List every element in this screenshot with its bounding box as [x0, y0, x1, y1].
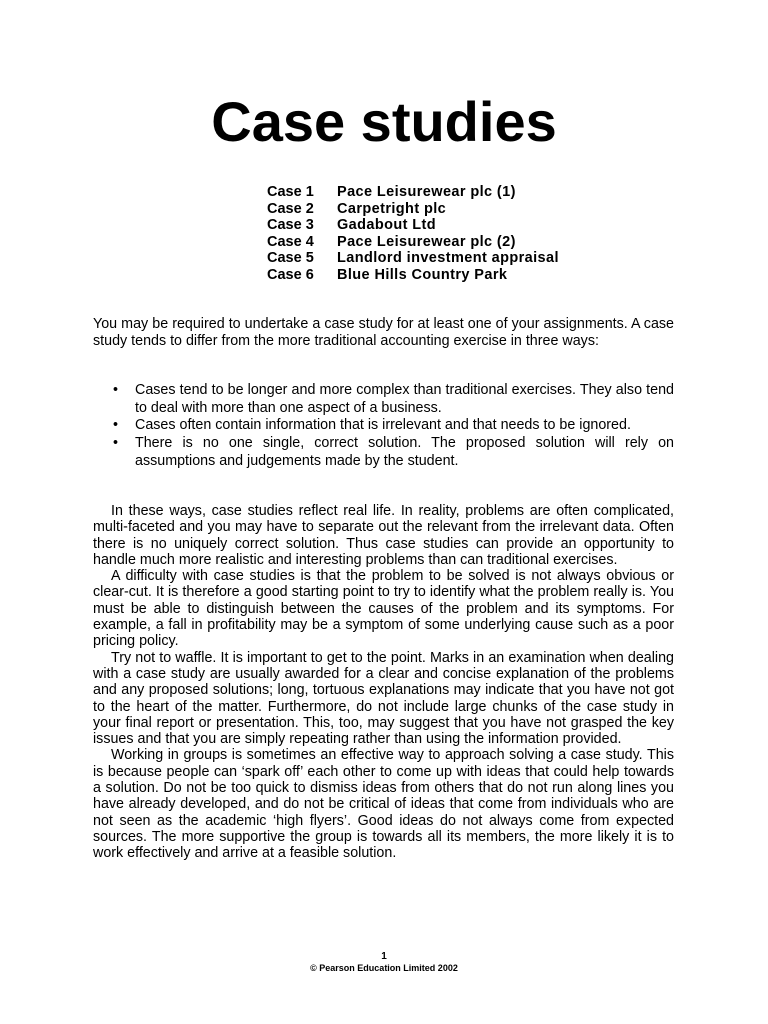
- bullet-text: There is no one single, correct solution. The proposed solution will rely on assumptions and judgements made by the student.: [135, 435, 674, 469]
- case-number: Case 6: [267, 266, 314, 283]
- case-number: Case 3: [267, 217, 314, 233]
- case-list: [267, 184, 559, 283]
- body-paragraph: A difficulty with case studies is that the problem to be solved is not always obvious or clear-cut. It is therefore a good starting point to try to identify what the problem really is. You must be able to distinguish between the causes of the problem and its symptoms. For example, a fall in profitability may be a symptom of some underlying cause such as a poor pricing policy.: [93, 568, 674, 650]
- case-name: Pace Leisurewear plc (1): [337, 184, 516, 200]
- body-paragraphs: [93, 503, 674, 862]
- case-row: [267, 184, 559, 201]
- case-name: Pace Leisurewear plc (2): [337, 233, 516, 250]
- case-name: Blue Hills Country Park: [337, 266, 508, 283]
- case-number: Case 4: [267, 233, 314, 250]
- bullet-item: [93, 435, 674, 470]
- case-row: [267, 201, 559, 218]
- case-number: Case 2: [267, 200, 314, 217]
- case-row: [267, 234, 559, 251]
- bullet-icon: •: [113, 382, 119, 398]
- bullet-icon: •: [113, 417, 119, 434]
- case-row: [267, 267, 559, 284]
- body-paragraph: In these ways, case studies reflect real life. In reality, problems are often complicated, multi-faceted and you may have to separate out the relevant from the irrelevant data. Often there is no uniquely correct solution. Thus case studies can provide an opportunity to handle much more realistic and interesting problems than can traditional exercises.: [93, 503, 674, 568]
- bullet-icon: •: [113, 435, 119, 452]
- bullet-text: Cases often contain information that is irrelevant and that needs to be ignored.: [135, 417, 631, 434]
- case-name: Landlord investment appraisal: [337, 250, 559, 266]
- case-number: Case 5: [267, 250, 314, 266]
- bullet-item: [93, 382, 674, 417]
- bullet-item: [93, 417, 674, 435]
- body-paragraph: Try not to waffle. It is important to get to the point. Marks in an examination when dealing with a case study are usually awarded for a clear and concise explanation of the problems and any proposed solutions; long, tortuous explanations may indicate that you have not got to the heart of the matter. Furthermore, do not include large chunks of the case study in your final report or presentation. This, too, may suggest that you have not grasped the key issues and that you are simply repeating rather than using the information provided.: [93, 649, 674, 748]
- bullet-list: [93, 382, 674, 471]
- case-number: Case 1: [267, 184, 314, 200]
- copyright-notice: © Pearson Education Limited 2002: [310, 963, 458, 973]
- body-paragraph: Working in groups is sometimes an effective way to approach solving a case study. This is because people can ‘spark off’ each other to come up with ideas that could help towards a solution. Do not be too quick to dismiss ideas from others that do not run along lines you have already developed, and do not be critical of ideas that come from individuals who are not seen as the academic ‘high flyers’. Good ideas do not always come from expected sources. The more supportive the group is towards all its members, the more likely it is to work effectively and arrive at a feasible solution.: [93, 747, 674, 862]
- intro-paragraph: You may be required to undertake a case study for at least one of your assignments. A case study tends to differ from the more traditional accounting exercise in three ways:: [93, 316, 674, 349]
- page-number: 1: [381, 951, 387, 962]
- page-title: Case studies: [211, 90, 557, 153]
- case-row: [267, 217, 559, 234]
- case-row: [267, 250, 559, 267]
- case-name: Gadabout Ltd: [337, 217, 437, 233]
- bullet-text: Cases tend to be longer and more complex than traditional exercises. They also tend to deal with more than one aspect of a business.: [135, 382, 674, 416]
- case-name: Carpetright plc: [337, 200, 447, 217]
